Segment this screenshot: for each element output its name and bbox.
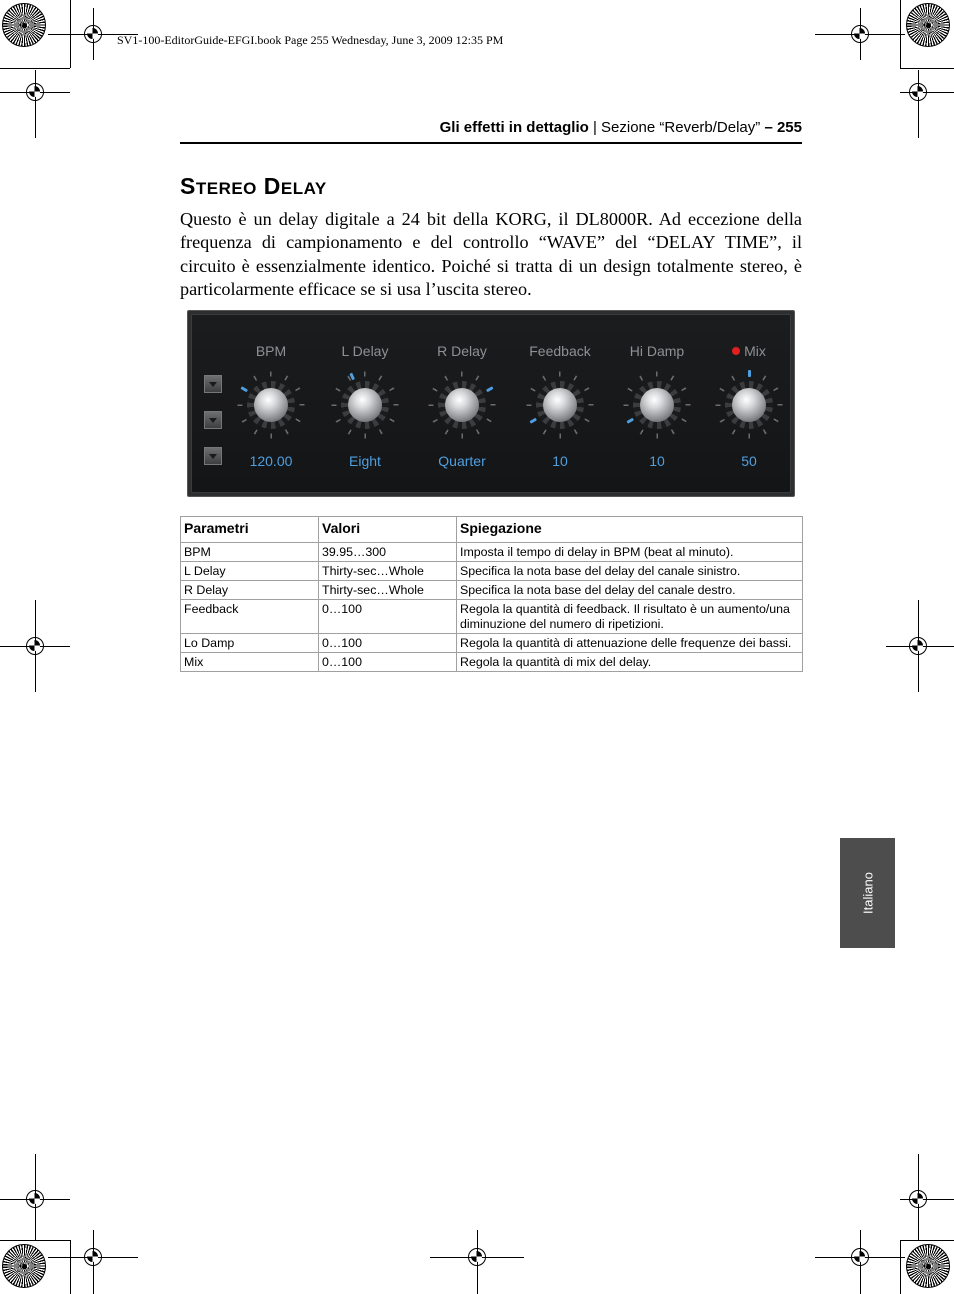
trim-line (0, 1240, 70, 1241)
trim-line (0, 68, 70, 69)
knob-label (612, 343, 702, 359)
registration-mark-icon (909, 637, 927, 655)
knob-cap (732, 388, 766, 422)
parameter-range: 39.95…300 (319, 543, 457, 562)
header-dash: – (764, 119, 773, 136)
knob-value: Eight (349, 453, 381, 469)
knob-label-text: Mix (744, 343, 766, 359)
registration-mark-icon (84, 25, 102, 43)
color-registration-star-icon (2, 1244, 46, 1288)
stereo-delay-plugin-panel (187, 310, 795, 497)
column-header: Spiegazione (457, 517, 803, 543)
title-initial: S (180, 173, 196, 199)
dropdown-arrow-button[interactable] (204, 447, 222, 465)
table-body (181, 543, 803, 672)
knob-label-text: Feedback (529, 343, 591, 359)
parameter-description: Imposta il tempo di delay in BPM (beat al minuto). (457, 543, 803, 562)
parameter-range: 0…100 (319, 653, 457, 672)
header-section: Gli effetti in dettaglio (439, 119, 589, 136)
knob-label (320, 343, 410, 359)
trim-line (900, 1240, 901, 1294)
parameters-table (180, 516, 803, 672)
table-row (181, 581, 803, 600)
running-header (440, 119, 802, 136)
parameter-range: 0…100 (319, 600, 457, 634)
registration-mark-icon (909, 1190, 927, 1208)
knob-label-text: BPM (255, 343, 287, 359)
active-indicator-icon (732, 347, 740, 355)
registration-mark-icon (851, 25, 869, 43)
knob-label (417, 343, 507, 359)
header-subsection: Sezione “Reverb/Delay” (601, 119, 761, 136)
rotary-knob[interactable] (526, 371, 594, 439)
table-row (181, 543, 803, 562)
header-rule (180, 142, 802, 144)
rotary-knob[interactable] (428, 371, 496, 439)
knob-label-text: Hi Damp (629, 343, 685, 359)
registration-mark-icon (909, 83, 927, 101)
language-label: Italiano (860, 872, 875, 914)
registration-mark-icon (468, 1248, 486, 1266)
trim-line (70, 1240, 71, 1294)
dropdown-arrow-button[interactable] (204, 375, 222, 393)
knob-value: Quarter (438, 453, 486, 469)
panel-body (191, 314, 791, 493)
knob-cap (348, 388, 382, 422)
registration-mark-icon (84, 1248, 102, 1266)
table-row (181, 653, 803, 672)
knob-value: 50 (741, 453, 757, 469)
registration-mark-icon (26, 637, 44, 655)
parameter-description: Specifica la nota base del delay del canale sinistro. (457, 562, 803, 581)
section-title (180, 173, 327, 200)
knob-cap (543, 388, 577, 422)
knob-value: 10 (552, 453, 568, 469)
parameter-name: Mix (181, 653, 319, 672)
effect-description: Questo è un delay digitale a 24 bit della KORG, il DL8000R. Ad eccezione della frequenza di campionamento e del controllo “WAVE” del “DELAY TIME”, il circuito è essenzialmente identico. Poiché si tratta di un design totalmente stereo, è particolarmente efficace se si usa l’uscita stereo. (180, 209, 802, 299)
title-initial: D (263, 173, 281, 199)
parameter-name: Lo Damp (181, 634, 319, 653)
color-registration-star-icon (906, 1244, 950, 1288)
table-row (181, 600, 803, 634)
knob-cap (254, 388, 288, 422)
parameter-name: BPM (181, 543, 319, 562)
knob-label (515, 343, 605, 359)
title-smallcaps: TEREO (195, 179, 257, 198)
knob-label (704, 343, 794, 359)
parameter-description: Specifica la nota base del delay del canale destro. (457, 581, 803, 600)
rotary-knob[interactable] (623, 371, 691, 439)
parameter-range: Thirty-sec…Whole (319, 562, 457, 581)
parameter-description: Regola la quantità di feedback. Il risultato è un aumento/una diminuzione del numero di ripetizioni. (457, 600, 803, 634)
parameter-name: Feedback (181, 600, 319, 634)
parameter-name: R Delay (181, 581, 319, 600)
parameter-range: Thirty-sec…Whole (319, 581, 457, 600)
knob-label (226, 343, 316, 359)
parameter-description: Regola la quantità di attenuazione delle frequenze dei bassi. (457, 634, 803, 653)
knob-position-indicator (748, 370, 751, 377)
title-smallcaps: ELAY (280, 179, 327, 198)
trim-line (900, 68, 954, 69)
table-row (181, 562, 803, 581)
registration-mark-icon (26, 83, 44, 101)
column-header: Parametri (181, 517, 319, 543)
table-row (181, 634, 803, 653)
knob-value: 10 (649, 453, 665, 469)
table-header-row (181, 517, 803, 543)
trim-line (900, 1240, 954, 1241)
rotary-knob[interactable] (237, 371, 305, 439)
column-header: Valori (319, 517, 457, 543)
crosshair-line (35, 70, 36, 138)
page-number: 255 (776, 119, 802, 136)
header-separator: | (592, 119, 597, 136)
rotary-knob[interactable] (331, 371, 399, 439)
registration-mark-icon (26, 1190, 44, 1208)
knob-cap (640, 388, 674, 422)
knob-value: 120.00 (249, 453, 293, 469)
crosshair-line (918, 70, 919, 138)
knob-label-text: R Delay (437, 343, 487, 359)
registration-mark-icon (851, 1248, 869, 1266)
parameter-name: L Delay (181, 562, 319, 581)
parameter-range: 0…100 (319, 634, 457, 653)
print-slug: SV1-100-EditorGuide-EFGI.book Page 255 Wednesday, June 3, 2009 12:35 PM (117, 33, 504, 47)
rotary-knob[interactable] (715, 371, 783, 439)
dropdown-arrow-button[interactable] (204, 411, 222, 429)
color-registration-star-icon (906, 3, 950, 47)
knob-cap (445, 388, 479, 422)
parameter-description: Regola la quantità di mix del delay. (457, 653, 803, 672)
knob-label-text: L Delay (341, 343, 389, 359)
color-registration-star-icon (2, 3, 46, 47)
language-tab (840, 838, 895, 948)
